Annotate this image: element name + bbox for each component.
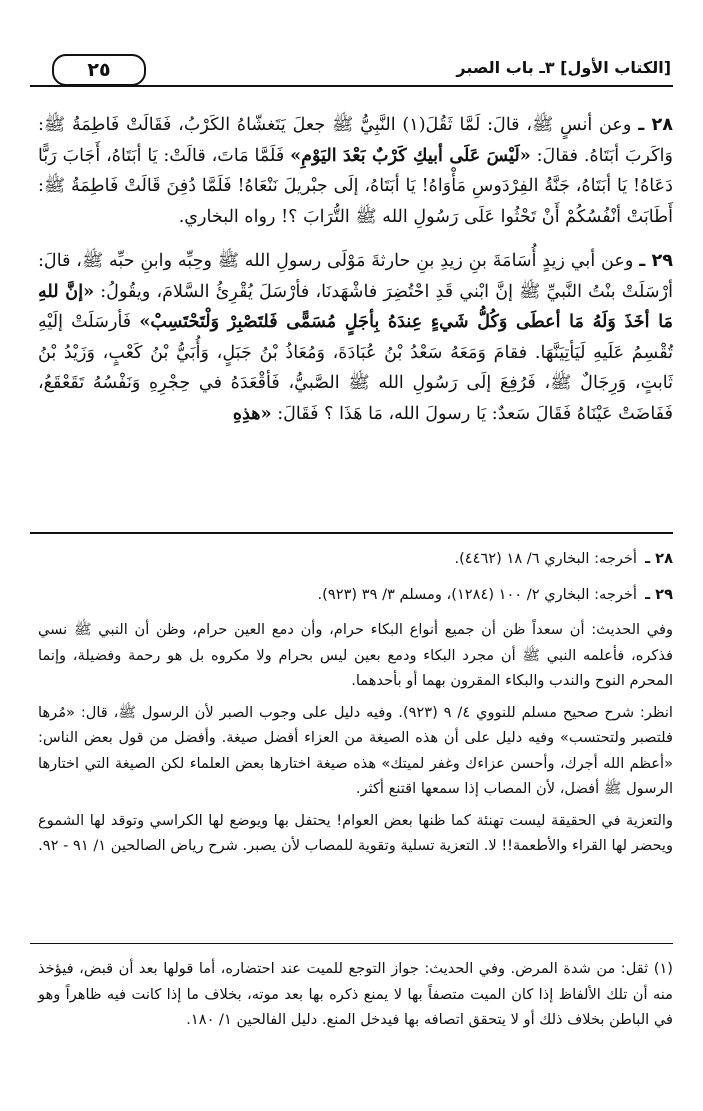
note-29 [38, 582, 673, 608]
running-header [30, 52, 673, 86]
hadith-number: ٢٨ ـ [638, 115, 674, 135]
commentary-paragraph: والتعزية في الحقيقة ليست تهنئة كما ظنها بعض العوام! يحتفل بها ويوضع لها الكراسي وتوقد لها الشموع ويحضر لها القراء والأطعمة!! لا. التعزية تسلية وتقوية للمصاب لأن يصبر. شرح رياض الصالحين ١/ ٩١ - ٩٢. [38, 811, 673, 854]
page-number: ٢٥ [52, 54, 146, 86]
note-28 [38, 546, 673, 572]
hadith-29 [38, 246, 673, 429]
hadith-text: وعن أبي زيدٍ أُسَامَةَ بنِ زيدِ بنِ حارثةَ مَوْلَى رسولِ الله ﷺ وحِبِّه وابنِ حبِّه ﷺ، قالَ: أرْسَلَتْ بنْتُ النَّبيِّ ﷺ إنَّ ابْني قَدِ احْتُضِرَ فاشْهَدنَا، فأرْسَلَ يُقْرِئُ السَّلامَ، ويقُولُ: [38, 251, 674, 302]
note-number: ٢٩ ـ [645, 585, 673, 603]
chapter-title: [الكتاب الأول] ٣ـ باب الصبر [456, 58, 671, 77]
hadith-quote: «إنَّ للهِ مَا أخَذَ وَلَهُ مَا أعطَى وَكُلُّ شَيءٍ عِندَهُ بِأجَلٍ مُسَمًّى فَلتَصْبِرْ وَلْتَحْتَسِبْ» [38, 280, 673, 332]
hadith-text-rest: فَأرسَلَتْ إلَيْهِ تُقْسِمُ عَلَيهِ لَيَأتِيَنَّهَا. فقامَ وَمَعَهُ سَعْدُ بْنُ عُبَادَةَ، وَمُعَاذُ بْنُ جَبَلٍ، وَأُبَيُّ بْنُ كَعْبٍ، وَزَيْدُ بْنُ ثَابتٍ، وَرِجَالٌ ﷺ، فَرُفِعَ إلَى رَسُولِ الله ﷺ الصَّبيُّ، فَأقْعَدَهُ في حِجْرِهِ وَنَفْسُهُ تَقَعْقَعُ، فَفَاضَتْ عَيْنَاهُ فَقَالَ سَعدٌ: يَا رسولَ الله، مَا هَذَا ؟ فَقَالَ: [38, 312, 673, 424]
hadith-number: ٢٩ ـ [639, 251, 674, 271]
takhrij-notes [38, 546, 673, 865]
hadith-quote: «لَيْسَ عَلَى أبيكِ كَرْبٌ بَعْدَ اليَوْمِ» [290, 144, 531, 166]
footnote: (١) ثقل: من شدة المرض. وفي الحديث: جواز التوجع للميت عند احتضاره، أما قولها بعد أن قبض، فيؤخذ منه أن تلك الألفاظ إذا كان الميت متصفاً بها لا يمنع ذكره بها بعد موته، بخلاف ما إذا كانت فيه ظاهراً وهو في الباطن بخلاف ذلك أو لا يتحقق اتصافه بها فيدخل المنع. دليل الفالحين ١/ ١٨٠. [38, 960, 673, 1028]
note-text: أخرجه: البخاري ٢/ ١٠٠ (١٢٨٤)، ومسلم ٣/ ٣٩ (٩٢٣). [317, 585, 637, 603]
note-text: أخرجه: البخاري ٦/ ١٨ (٤٤٦٢). [454, 550, 637, 567]
note-number: ٢٨ ـ [645, 550, 673, 567]
notes-separator [30, 532, 673, 534]
hadith-continuation: «هذِهِ [232, 402, 272, 424]
commentary-paragraph: انظر: شرح صحيح مسلم للنووي ٤/ ٩ (٩٢٣). وفيه دليل على وجوب الصبر لأن الرسول ﷺ، قال: «مُرها فلتصبر ولتحتسب» وفيه دليل على أن هذه الصيغة من العزاء أفضل صيغة. وأفضل من قول بعض الناس: «أعظم الله أجرك، وأحسن عزاءك وغفر لميتك» هذه صيغة اختارها بعض العلماء لكن الصيغة التي اختارها الرسول ﷺ أفضل، لأن المصاب إذا سمعها اقتنع أكثر. [38, 703, 673, 797]
hadith-text: وعن أنسٍ ﷺ، قالَ: لَمَّا ثَقُلَ(١) النَّبِيُّ ﷺ جعلَ يَتَغشّاهُ الكَرْبُ، فَقَالَتْ فَاطِمَةُ ﷺ: وَاكَربَ أبَتَاهُ. فقالَ: [38, 115, 673, 166]
header-rule [30, 85, 673, 87]
commentary-paragraph: وفي الحديث: أن سعداً ظن أن جميع أنواع البكاء حرام، وأن دمع العين حرام، وظن أن النبي ﷺ نسي فذكره، فأعلمه النبي ﷺ أن مجرد البكاء ودمع بعين ليس بحرام ولا مكروه بل هو رحمة وفضيلة، وإنما المحرم النوح والندب والبكاء المقرون بهما أو بأحدهما. [38, 621, 673, 689]
footnote-separator [30, 943, 673, 944]
hadith-28 [38, 110, 673, 232]
main-text [38, 110, 673, 429]
hadith-text-rest: فَلَمَّا مَاتَ، قالَتْ: يَا أبَتَاهُ، أَجَابَ رَبًّا دَعَاهُ! يَا أبَتَاهُ، جَنَّةُ الفِرْدَوسِ مَأْوَاهُ! يَا أبَتَاهُ، إلَى جبْريلَ نَنْعَاهُ! فَلَمَّا دُفِنَ قَالَتْ فَاطِمَةُ ﷺ: أَطَابَتْ أنْفُسُكُمْ أَنْ تَحْثُوا عَلَى رَسُولِ الله ﷺ التُّرَابَ ؟! رواه البخاري. [38, 145, 673, 227]
